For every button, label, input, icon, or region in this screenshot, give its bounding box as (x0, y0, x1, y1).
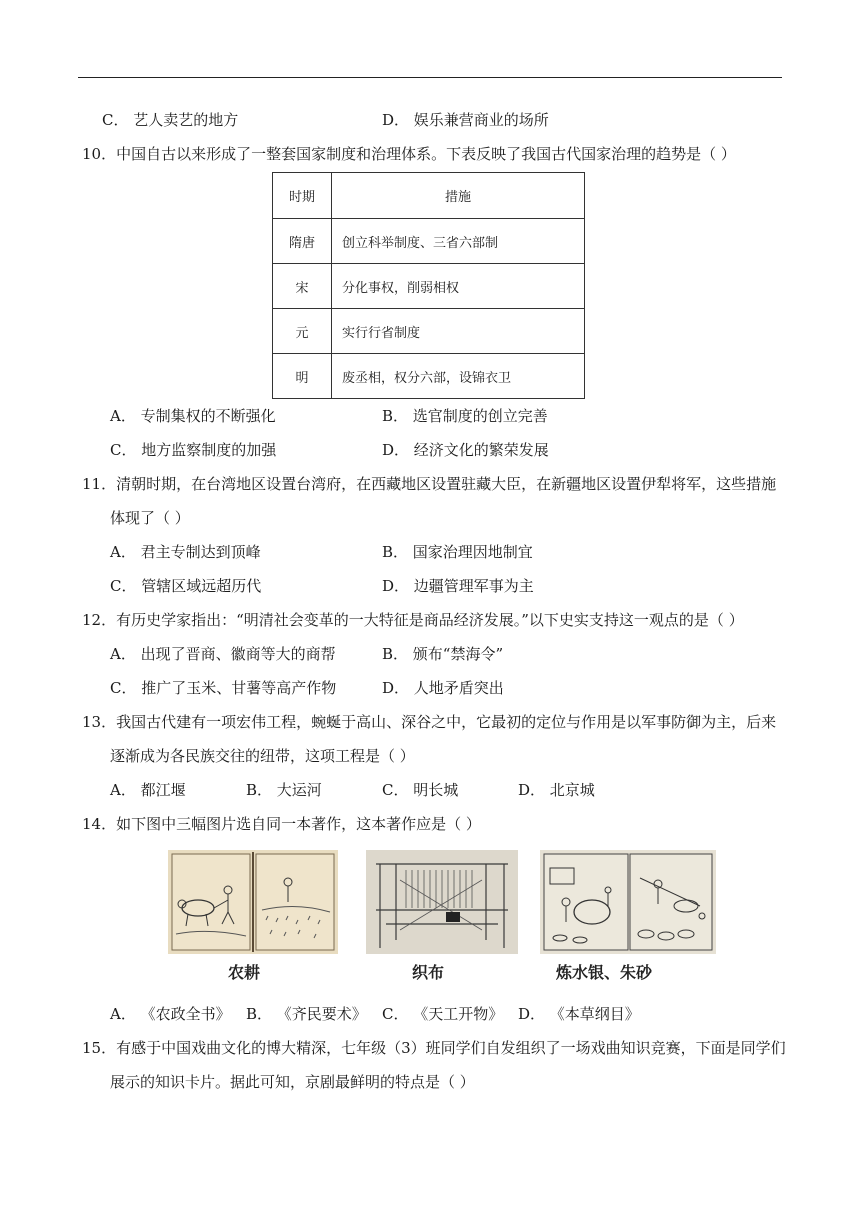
figure-caption-weaving: 织布 (412, 963, 445, 982)
q11-option-c[interactable]: C． 管辖区域远超历代 (110, 577, 262, 595)
q13-option-a[interactable]: A． 都江堰 (110, 781, 186, 799)
farming-illustration (168, 850, 338, 954)
table-cell-period: 元 (273, 309, 332, 354)
q13-stem-line1: 13．我国古代建有一项宏伟工程，蜿蜒于高山、深谷之中，它最初的定位与作用是以军事防御为主，后来 (82, 713, 777, 731)
q13-stem-line2: 逐渐成为各民族交往的纽带，这项工程是（ ） (110, 747, 415, 765)
table-cell-period: 宋 (273, 264, 332, 309)
q10-option-a[interactable]: A． 专制集权的不断强化 (110, 407, 276, 425)
q15-stem-line2: 展示的知识卡片。据此可知，京剧最鲜明的特点是（ ） (110, 1073, 475, 1091)
q12-option-d[interactable]: D． 人地矛盾突出 (382, 679, 504, 697)
weaving-illustration (366, 850, 518, 954)
smelting-illustration (540, 850, 716, 954)
q10-option-b[interactable]: B． 选官制度的创立完善 (382, 407, 548, 425)
q12-option-a[interactable]: A． 出现了晋商、徽商等大的商帮 (110, 645, 336, 663)
q14-option-d[interactable]: D． 《本草纲目》 (518, 1005, 640, 1023)
q15-stem-line1: 15．有感于中国戏曲文化的博大精深，七年级（3）班同学们自发组织了一场戏曲知识竞赛，下面是同学们 (82, 1039, 786, 1057)
table-row (273, 219, 585, 264)
q13-option-b[interactable]: B． 大运河 (246, 781, 322, 799)
table-cell-measure: 废丞相，权分六部，设锦衣卫 (332, 354, 585, 399)
q14-option-a[interactable]: A． 《农政全书》 (110, 1005, 231, 1023)
q13-option-d[interactable]: D． 北京城 (518, 781, 595, 799)
q14-option-b[interactable]: B． 《齐民要术》 (246, 1005, 367, 1023)
table-cell-period: 明 (273, 354, 332, 399)
q13-option-c[interactable]: C． 明长城 (382, 781, 459, 799)
table-cell-measure: 创立科举制度、三省六部制 (332, 219, 585, 264)
q10-option-c[interactable]: C． 地方监察制度的加强 (110, 441, 277, 459)
table-cell-measure: 分化事权，削弱相权 (332, 264, 585, 309)
table-cell-period: 隋唐 (273, 219, 332, 264)
table-cell-measure: 实行行省制度 (332, 309, 585, 354)
q10-measures-table (272, 172, 585, 399)
figure-caption-smelting: 炼水银、朱砂 (556, 963, 653, 982)
q12-option-c[interactable]: C． 推广了玉米、甘薯等高产作物 (110, 679, 337, 697)
q11-option-a[interactable]: A． 君主专制达到顶峰 (110, 543, 261, 561)
table-header-period: 时期 (273, 173, 332, 219)
q11-stem-line1: 11．清朝时期，在台湾地区设置台湾府，在西藏地区设置驻藏大臣，在新疆地区设置伊犁将军，这些措施 (82, 475, 777, 493)
q14-stem: 14．如下图中三幅图片选自同一本著作，这本著作应是（ ） (82, 815, 481, 833)
header-rule (78, 77, 782, 78)
q14-option-c[interactable]: C． 《天工开物》 (382, 1005, 504, 1023)
figure-caption-farming: 农耕 (228, 963, 261, 982)
q10-option-d[interactable]: D． 经济文化的繁荣发展 (382, 441, 549, 459)
q11-option-d[interactable]: D． 边疆管理军事为主 (382, 577, 534, 595)
q9-option-c[interactable]: C． 艺人卖艺的地方 (102, 111, 239, 129)
q9-option-d[interactable]: D． 娱乐兼营商业的场所 (382, 111, 549, 129)
q11-stem-line2: 体现了（ ） (110, 509, 190, 527)
q12-stem: 12．有历史学家指出：“明清社会变革的一大特征是商品经济发展。”以下史实支持这一观点的是（ ） (82, 611, 744, 629)
q11-option-b[interactable]: B． 国家治理因地制宜 (382, 543, 533, 561)
table-row (273, 309, 585, 354)
table-row (273, 264, 585, 309)
table-header-row (273, 173, 585, 219)
table-header-measure: 措施 (332, 173, 585, 219)
q10-stem: 10．中国自古以来形成了一整套国家制度和治理体系。下表反映了我国古代国家治理的趋势是（ ） (82, 145, 736, 163)
table-row (273, 354, 585, 399)
q12-option-b[interactable]: B． 颁布“禁海令” (382, 645, 504, 663)
